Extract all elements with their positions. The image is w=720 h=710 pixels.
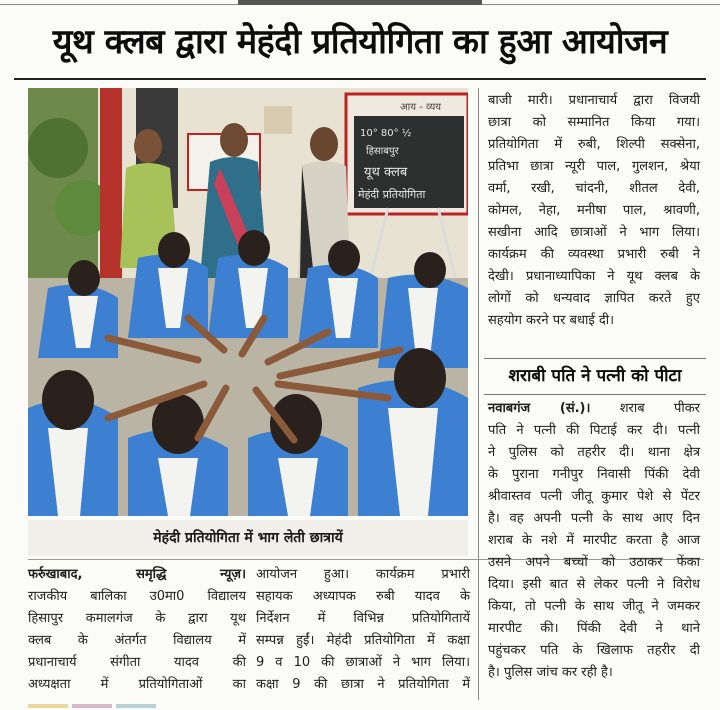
story1-text-line: प्रतियोगिता में रुबी, शिल्पी सक्सेना, — [488, 137, 700, 152]
main-headline: यूथ क्लब द्वारा मेहंदी प्रतियोगिता का हुआ आयोजन — [52, 22, 668, 62]
photo-caption: मेहंदी प्रतियोगिता में भाग लेती छात्रायें — [28, 520, 468, 556]
story1-text-line: कोमल, नेहा, मनीषा पाल, श्रावणी, — [488, 203, 700, 218]
story2-body — [488, 398, 700, 684]
story2-text-line: है। वह अपनी पत्नी के साथ आए दिन — [488, 511, 700, 526]
story2-text-line: पहुंचकर पति के खिलाफ तहरीर दी — [488, 643, 700, 658]
story2-text-line: श्रीवास्तव पत्नी जीतू कुमार पेशे से पेंटर — [488, 489, 700, 504]
story2-headline-rule — [484, 394, 706, 395]
story1-dateline: फर्रुखाबाद, समृद्धि न्यूज़। — [28, 567, 246, 582]
top-rule-short — [238, 0, 482, 5]
story1-text-line: बाजी मारी। प्रधानाचार्य द्वारा विजयी — [488, 93, 700, 108]
story1-right-column — [488, 90, 700, 332]
story2-dateline: नवाबगंज (सं.)। — [488, 401, 591, 416]
story1-text-line: हिसापुर कमालगंज के द्वारा यूथ — [28, 611, 246, 626]
board-line-2: हिसाबपुर — [366, 146, 399, 157]
story1-text-line: निर्देशन में विभिन्न प्रतियोगितायें — [256, 611, 470, 626]
headline-underline — [14, 78, 706, 80]
story1-text-line: कक्षा 9 की छात्रा ने प्रतियोगिता में — [256, 677, 470, 692]
story1-text-line: सहयोग करने पर बधाई दी। — [488, 313, 615, 328]
story2-text-line: उसने अपने बच्चों को उठाकर फेंका — [488, 555, 700, 570]
column-divider — [478, 88, 479, 700]
story2-text-line: किया, तो पत्नी के साथ जीतू ने जमकर — [488, 599, 700, 614]
story1-text-line: राजकीय बालिका उ0मा0 विद्यालय — [28, 589, 246, 604]
story1-middle-column — [256, 564, 470, 696]
story2-text-line: दिया। इसी बात से लेकर पत्नी ने विरोध — [488, 577, 700, 592]
story1-text-line: सम्पन्न हुईं। मेहंदी प्रतियोगिता में कक्षा — [256, 633, 470, 648]
photo-illustration — [28, 88, 468, 516]
story1-text-line: अध्यक्षता में प्रतियोगिताओं का — [28, 677, 246, 692]
story2-rule — [484, 358, 706, 359]
story1-text-line: सहायक अध्यापक रुबी यादव के — [256, 589, 470, 604]
board-line-4: मेहंदी प्रतियोगिता — [358, 188, 426, 201]
news-photo — [28, 88, 468, 516]
color-strip — [28, 704, 228, 708]
story2-text-line: के पुराना गनीपुर निवासी पिंकी देवी — [488, 467, 700, 482]
story1-text-line: वर्मा, रखी, चांदनी, शीतल देवी, — [488, 181, 700, 196]
story2-text-line: ने पुलिस को तहरीर दी। थाना क्षेत्र — [488, 445, 700, 460]
story2-text-line: शराब के नशे में मारपीट करता है आज — [488, 533, 700, 548]
story1-text-line: सखीना आदि छात्राओं ने भाग लिया। — [488, 225, 700, 240]
story1-left-column — [28, 564, 246, 696]
story2-text-line: है। पुलिस जांच कर रही है। — [488, 665, 613, 680]
story1-text-line: 9 व 10 की छात्राओं ने भाग लिया। — [256, 655, 470, 670]
story2-headline: शराबी पति ने पत्नी को पीटा — [508, 366, 682, 386]
board-line-3: यूथ क्लब — [364, 165, 408, 180]
story1-text-line: छात्रा को सम्मानित किया गया। — [488, 115, 700, 130]
story1-text-line: प्रधानाचार्य संगीता यादव की — [28, 655, 246, 670]
story1-text-line: देखी। प्रधानाध्यापिका ने यूथ क्लब के — [488, 269, 700, 284]
story1-text-line: क्लब के अंतर्गत विद्यालय में — [28, 633, 246, 648]
story1-text-line: प्रतिभा छात्रा न्यूरी पाल, गुलशन, श्रेया — [488, 159, 700, 174]
story1-text-line: आयोजन हुआ। कार्यक्रम प्रभारी — [256, 567, 470, 582]
story2-first-line: शराब पीकर — [619, 401, 701, 416]
story2-text-line: मारपीट की। पिंकी देवी ने थाने — [488, 621, 700, 636]
story2-text-line: पति ने पत्नी की पिटाई कर दी। पत्नी — [488, 423, 700, 438]
board-title: आय - व्यय — [400, 102, 442, 113]
story1-text-line: कार्यक्रम की व्यवस्था प्रभारी रुबी ने — [488, 247, 700, 262]
board-line-1: 10° 80° ½ — [360, 128, 412, 139]
story1-text-line: लोगों को धन्यवाद ज्ञापित करते हुए — [488, 291, 700, 306]
